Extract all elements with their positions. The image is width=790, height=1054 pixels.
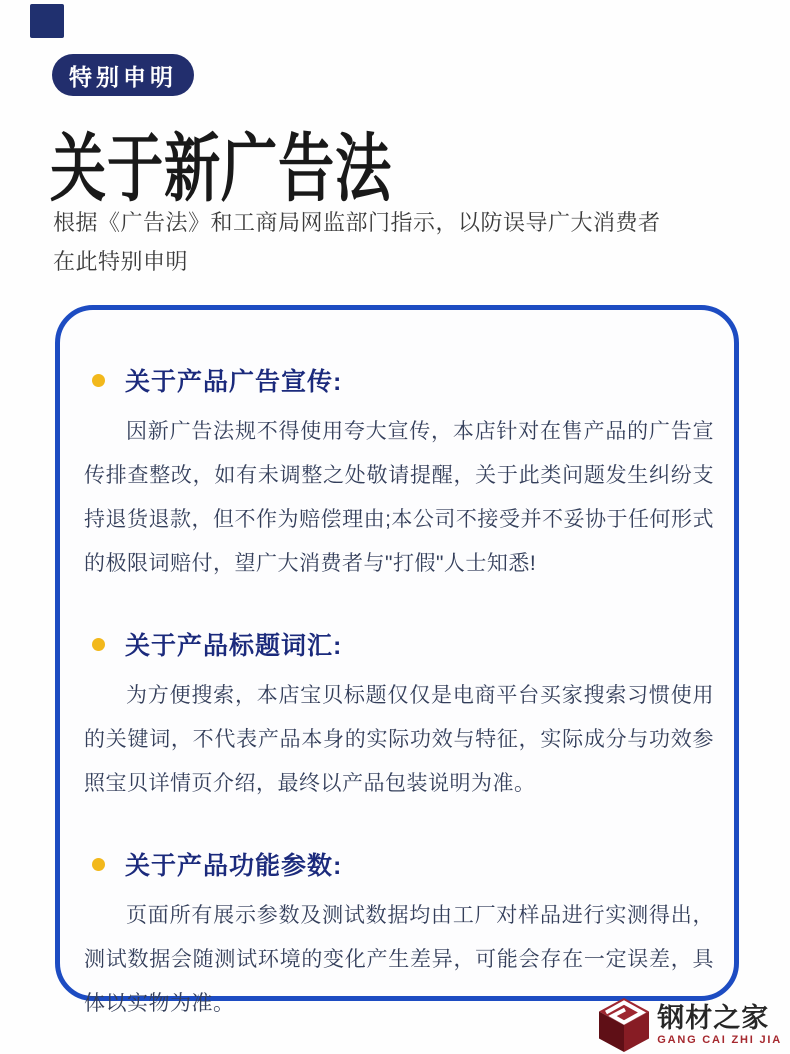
section-body: 页面所有展示参数及测试数据均由工厂对样品进行实测得出，测试数据会随测试环境的变化产生差异，可能会存在一定误差，具体以实物为准。 [84, 904, 714, 1015]
section-heading-row [84, 846, 714, 882]
brand-logo [599, 998, 782, 1052]
logo-name-cn: 钢材之家 [657, 1003, 770, 1033]
subtitle-line-2: 在此特别申明 [53, 249, 189, 274]
subtitle [53, 203, 661, 281]
section-heading-row [84, 626, 714, 662]
bullet-dot-icon [92, 374, 105, 387]
bullet-dot-icon [92, 858, 105, 871]
logo-cube-icon [599, 998, 649, 1052]
section-ad-promotion [84, 362, 714, 586]
notice-box [55, 305, 739, 1015]
section-heading: 关于产品功能参数: [125, 852, 343, 880]
corner-decoration [30, 4, 64, 38]
badge-label: 特别申明 [69, 63, 177, 90]
section-heading-row [84, 362, 714, 398]
section-heading: 关于产品广告宣传: [125, 368, 343, 396]
special-declaration-badge [52, 54, 194, 96]
section-heading: 关于产品标题词汇: [125, 632, 343, 660]
logo-name-en: GANG CAI ZHI JIA [657, 1034, 782, 1046]
subtitle-line-1: 根据《广告法》和工商局网监部门指示，以防误导广大消费者 [53, 210, 661, 235]
bullet-dot-icon [92, 638, 105, 651]
section-title-keywords [84, 626, 714, 806]
section-body: 为方便搜索，本店宝贝标题仅仅是电商平台买家搜索习惯使用的关键词，不代表产品本身的实际功效与特征，实际成分与功效参照宝贝详情页介绍，最终以产品包装说明为准。 [84, 684, 714, 795]
page-title: 关于新广告法 [50, 127, 392, 210]
section-body: 因新广告法规不得使用夸大宣传，本店针对在售产品的广告宣传排查整改，如有未调整之处敬请提醒，关于此类问题发生纠纷支持退货退款，但不作为赔偿理由;本公司不接受并不妥协于任何形式的极限词赔付，望广大消费者与"打假"人士知悉! [84, 420, 714, 575]
logo-text [657, 1004, 782, 1046]
